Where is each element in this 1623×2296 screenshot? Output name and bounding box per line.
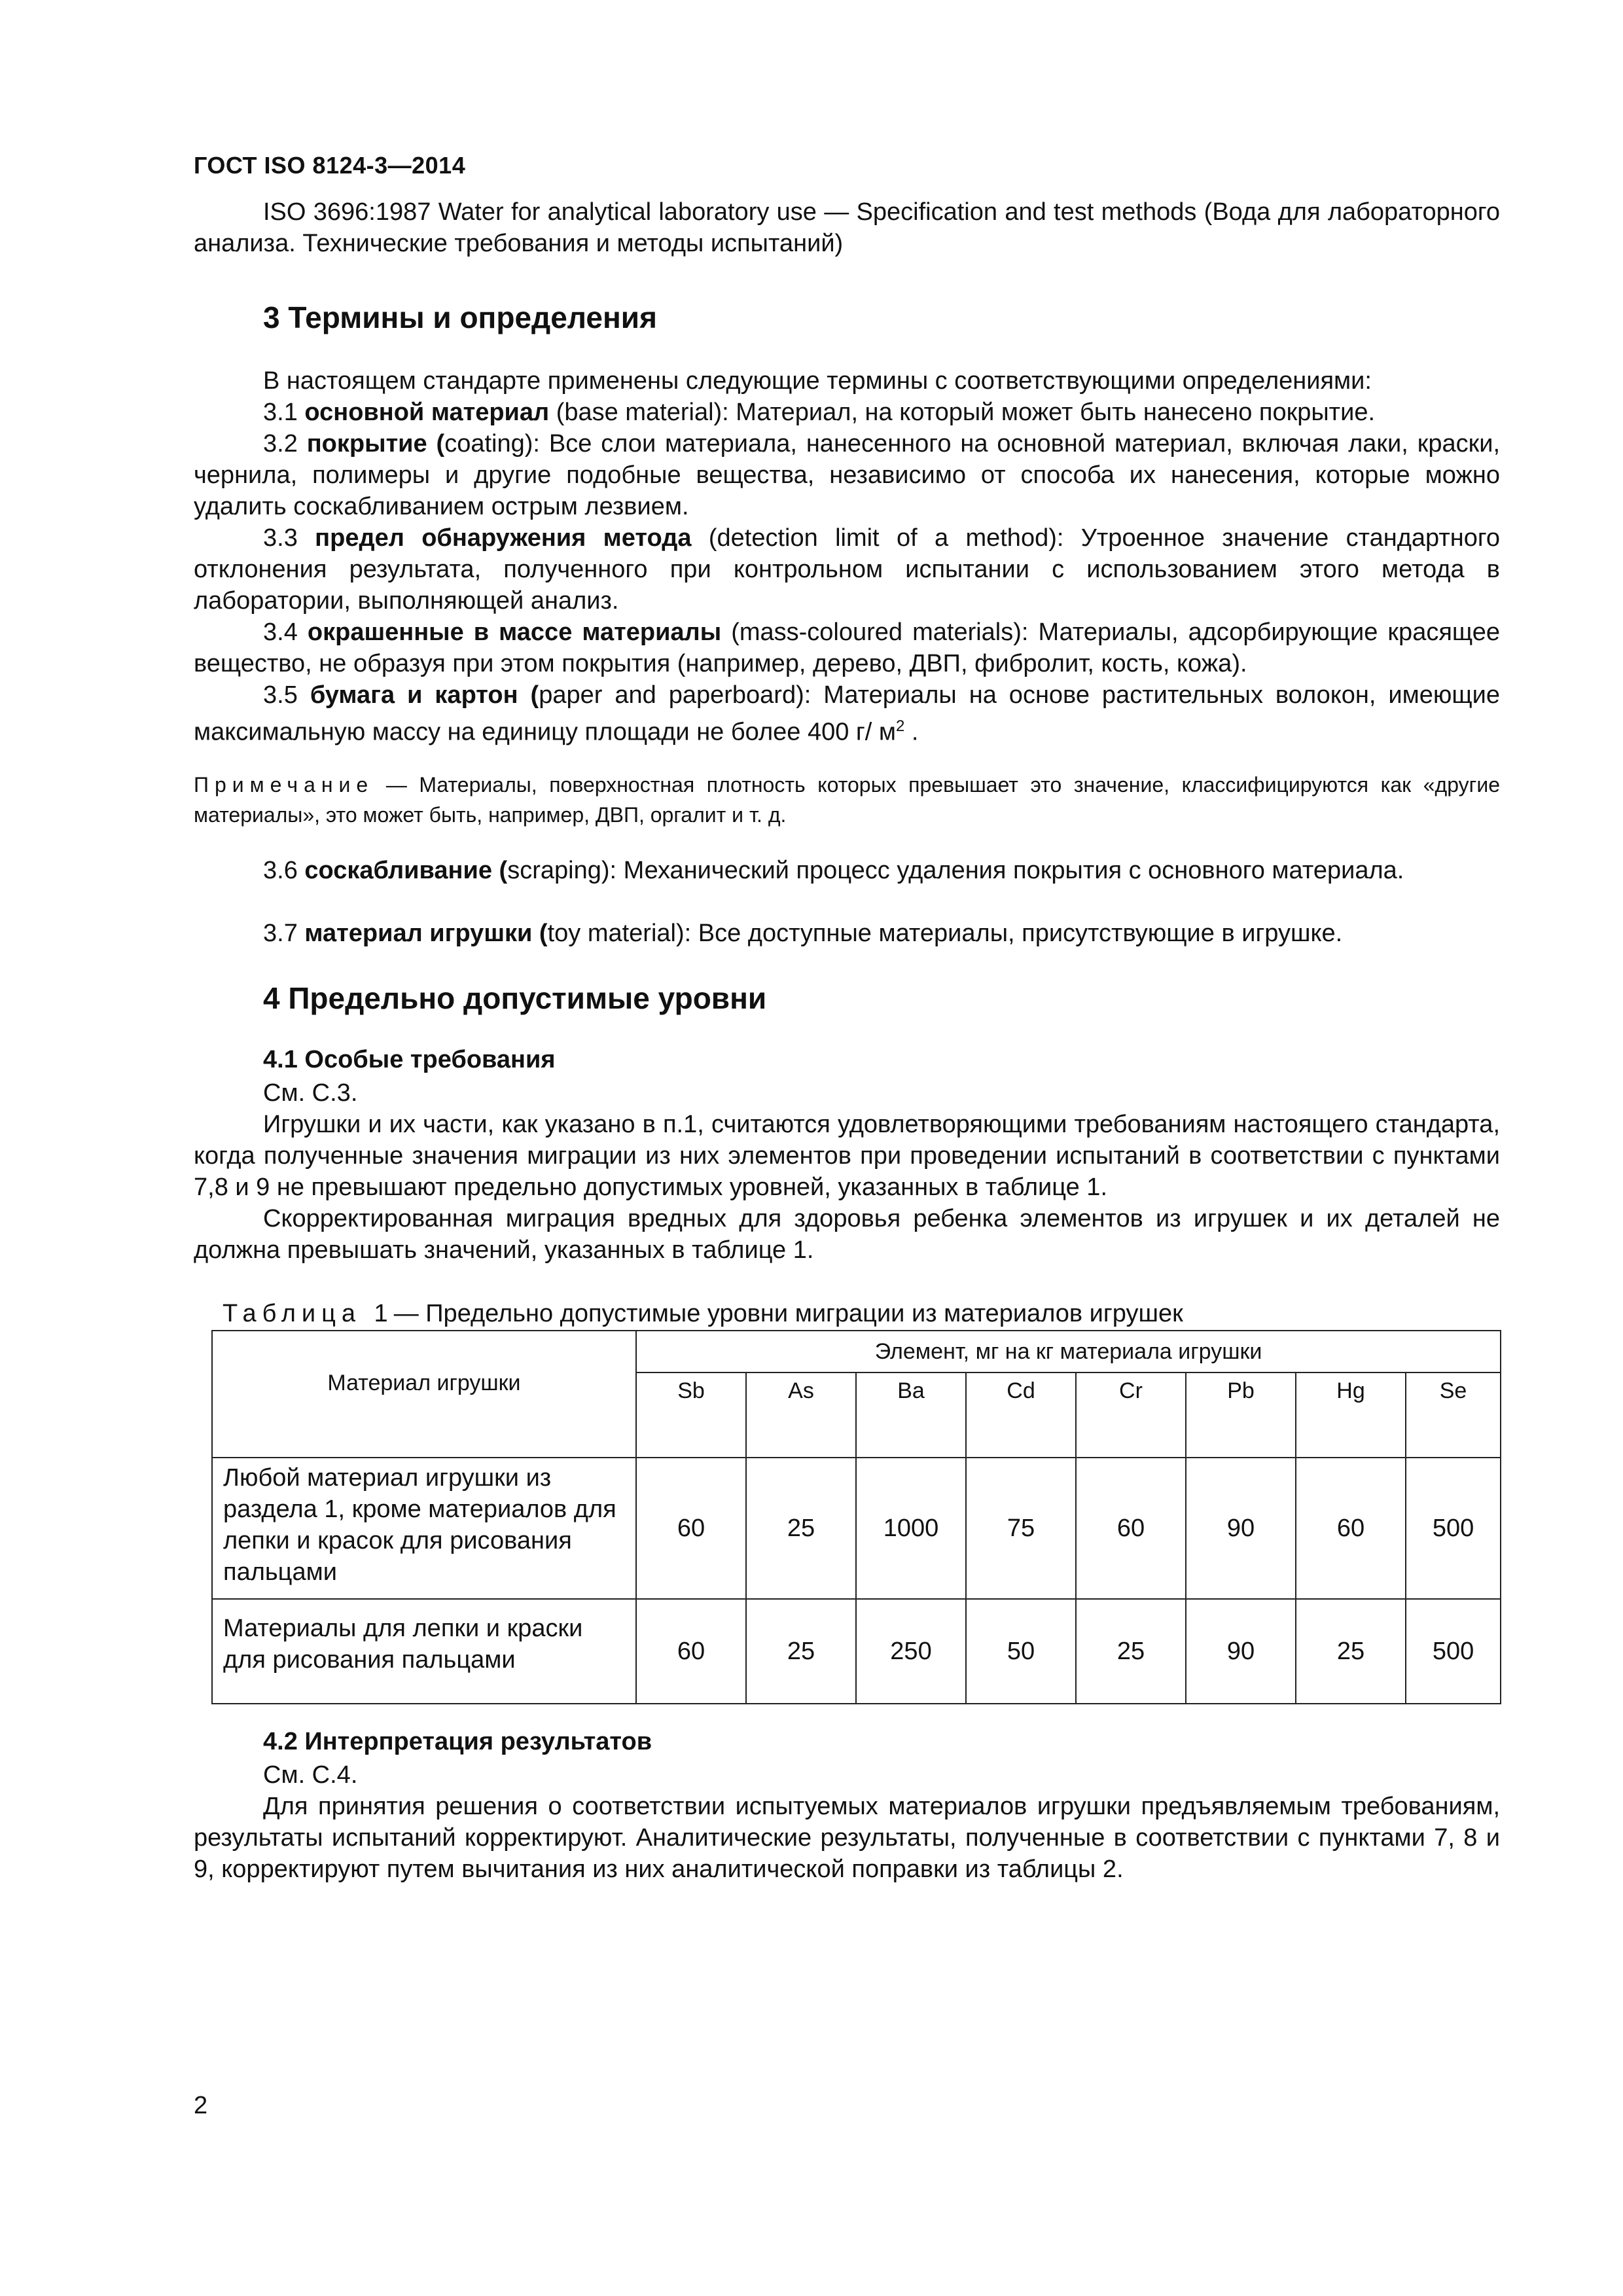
subsection-4-1-paragraph-2: Скорректированная миграция вредных для здоровья ребенка элементов из игрушек и их деталей не должна превышать значений, указанных в таблице 1.	[194, 1205, 1500, 1264]
subsection-4-1-ref: См. С.3.	[263, 1079, 358, 1107]
note-label: Примечание	[194, 773, 374, 797]
column-group-header: Элемент, мг на кг материала игрушки	[636, 1331, 1501, 1372]
element-header: Se	[1406, 1372, 1501, 1458]
table-1-caption	[223, 1300, 1183, 1328]
value-cell: 250	[856, 1599, 966, 1704]
value-cell: 25	[1296, 1599, 1406, 1704]
term-number: 3.7	[263, 920, 298, 947]
value-cell: 90	[1186, 1458, 1296, 1599]
value-cell: 500	[1406, 1599, 1501, 1704]
term-definition: coating): Все слои материала, нанесенного на основной материал, включая лаки, краски, чернила, полимеры и другие подобные вещества, независимо от способа их нанесения, которые можно удалить соскабливанием острым лезвием.	[194, 430, 1501, 520]
term-definition: scraping): Механический процесс удаления покрытия с основного материала.	[507, 857, 1404, 884]
term-name: окрашенные в массе материалы	[307, 619, 722, 646]
subsection-4-1-paragraph-1: Игрушки и их части, как указано в п.1, считаются удовлетворяющими требованиям настоящего стандарта, когда полученные значения миграции из них элементов при проведении испытаний в соответствии с пунктами 7,8 и 9 не превышают предельно допустимых уровней, указанных в таблице 1.	[194, 1111, 1500, 1201]
term-definition: (detection limit of a method): Утроенное значение стандартного отклонения результата, полученного при контрольном испытании с использованием этого метода в лаборатории, выполняющей анализ.	[194, 524, 1500, 615]
term-number: 3.3	[263, 524, 298, 552]
subsection-4-2-title: 4.2 Интерпретация результатов	[263, 1728, 652, 1755]
table-row	[212, 1599, 1501, 1704]
term-name: основной материал	[304, 399, 550, 426]
value-cell: 60	[1076, 1458, 1186, 1599]
page-number: 2	[194, 2092, 208, 2119]
element-header: As	[746, 1372, 856, 1458]
note-text: — Материалы, поверхностная плотность которых превышает это значение, классифицируются как «другие материалы», это может быть, например, ДВП, оргалит и т. д.	[194, 773, 1501, 827]
term-3-6	[194, 855, 1500, 886]
reference-iso3696: ISO 3696:1987 Water for analytical laboratory use — Specification and test methods (Вода для лабораторного анализа. Технические требования и методы испытаний)	[194, 198, 1500, 257]
row-material: Материалы для лепки и краски для рисования пальцами	[212, 1599, 636, 1704]
table-1	[211, 1330, 1501, 1704]
column-header-material: Материал игрушки	[212, 1331, 636, 1458]
section-4-title: 4 Предельно допустимые уровни	[263, 981, 767, 1015]
term-end: .	[911, 718, 919, 746]
term-definition: (base material): Материал, на который может быть нанесено покрытие.	[556, 399, 1376, 426]
term-number: 3.6	[263, 857, 298, 884]
term-definition: (mass-coloured materials): Материалы, адсорбирующие красящее вещество, не образуя при этом покрытия (например, дерево, ДВП, фибролит, кость, кожа).	[194, 619, 1501, 677]
value-cell: 500	[1406, 1458, 1501, 1599]
value-cell: 25	[746, 1599, 856, 1704]
term-number: 3.4	[263, 619, 298, 646]
value-cell: 60	[636, 1599, 746, 1704]
term-name: бумага и картон (	[310, 681, 539, 709]
value-cell: 1000	[856, 1458, 966, 1599]
element-header: Cr	[1076, 1372, 1186, 1458]
note	[194, 770, 1500, 830]
term-3-3	[194, 522, 1500, 617]
term-name: материал игрушки (	[304, 920, 548, 947]
subsection-4-2-ref: См. С.4.	[263, 1761, 358, 1789]
table-row	[212, 1458, 1501, 1599]
section-3-intro: В настоящем стандарте применены следующие термины с соответствующими определениями:	[263, 367, 1372, 395]
term-number: 3.2	[263, 430, 298, 457]
value-cell: 25	[746, 1458, 856, 1599]
value-cell: 75	[966, 1458, 1076, 1599]
element-header: Hg	[1296, 1372, 1406, 1458]
document-code: ГОСТ ISO 8124-3—2014	[194, 152, 466, 179]
term-3-2	[194, 428, 1500, 522]
subsection-4-1-title: 4.1 Особые требования	[263, 1046, 556, 1073]
term-number: 3.5	[263, 681, 298, 709]
section-3-title: 3 Термины и определения	[263, 300, 657, 334]
element-header: Ba	[856, 1372, 966, 1458]
subsection-4-2-paragraph: Для принятия решения о соответствии испытуемых материалов игрушки предъявляемым требованиям, результаты испытаний корректируют. Аналитические результаты, полученные в соответствии с пунктами 7, 8 и 9, корректируют путем вычитания из них аналитической поправки из таблицы 2.	[194, 1793, 1500, 1883]
term-3-1	[194, 397, 1500, 428]
element-header: Pb	[1186, 1372, 1296, 1458]
element-header: Sb	[636, 1372, 746, 1458]
table-caption-label: Таблица 1	[223, 1300, 394, 1327]
value-cell: 60	[1296, 1458, 1406, 1599]
term-3-5	[194, 679, 1500, 748]
row-material: Любой материал игрушки из раздела 1, кроме материалов для лепки и красок для рисования пальцами	[212, 1458, 636, 1599]
term-definition: paper and paperboard): Материалы на основе растительных волокон, имеющие максимальную массу на единицу площади не более 400 г/ м	[194, 681, 1501, 746]
element-header: Cd	[966, 1372, 1076, 1458]
term-3-4	[194, 617, 1500, 679]
value-cell: 90	[1186, 1599, 1296, 1704]
term-definition: toy material): Все доступные материалы, присутствующие в игрушке.	[547, 920, 1343, 947]
term-name: покрытие (	[306, 430, 445, 457]
value-cell: 50	[966, 1599, 1076, 1704]
term-number: 3.1	[263, 399, 298, 426]
term-3-7	[194, 918, 1500, 949]
superscript: 2	[896, 717, 905, 735]
term-name: предел обнаружения метода	[315, 524, 692, 552]
table-caption-text: — Предельно допустимые уровни миграции из материалов игрушек	[393, 1300, 1183, 1327]
term-name: соскабливание (	[304, 857, 508, 884]
value-cell: 25	[1076, 1599, 1186, 1704]
value-cell: 60	[636, 1458, 746, 1599]
